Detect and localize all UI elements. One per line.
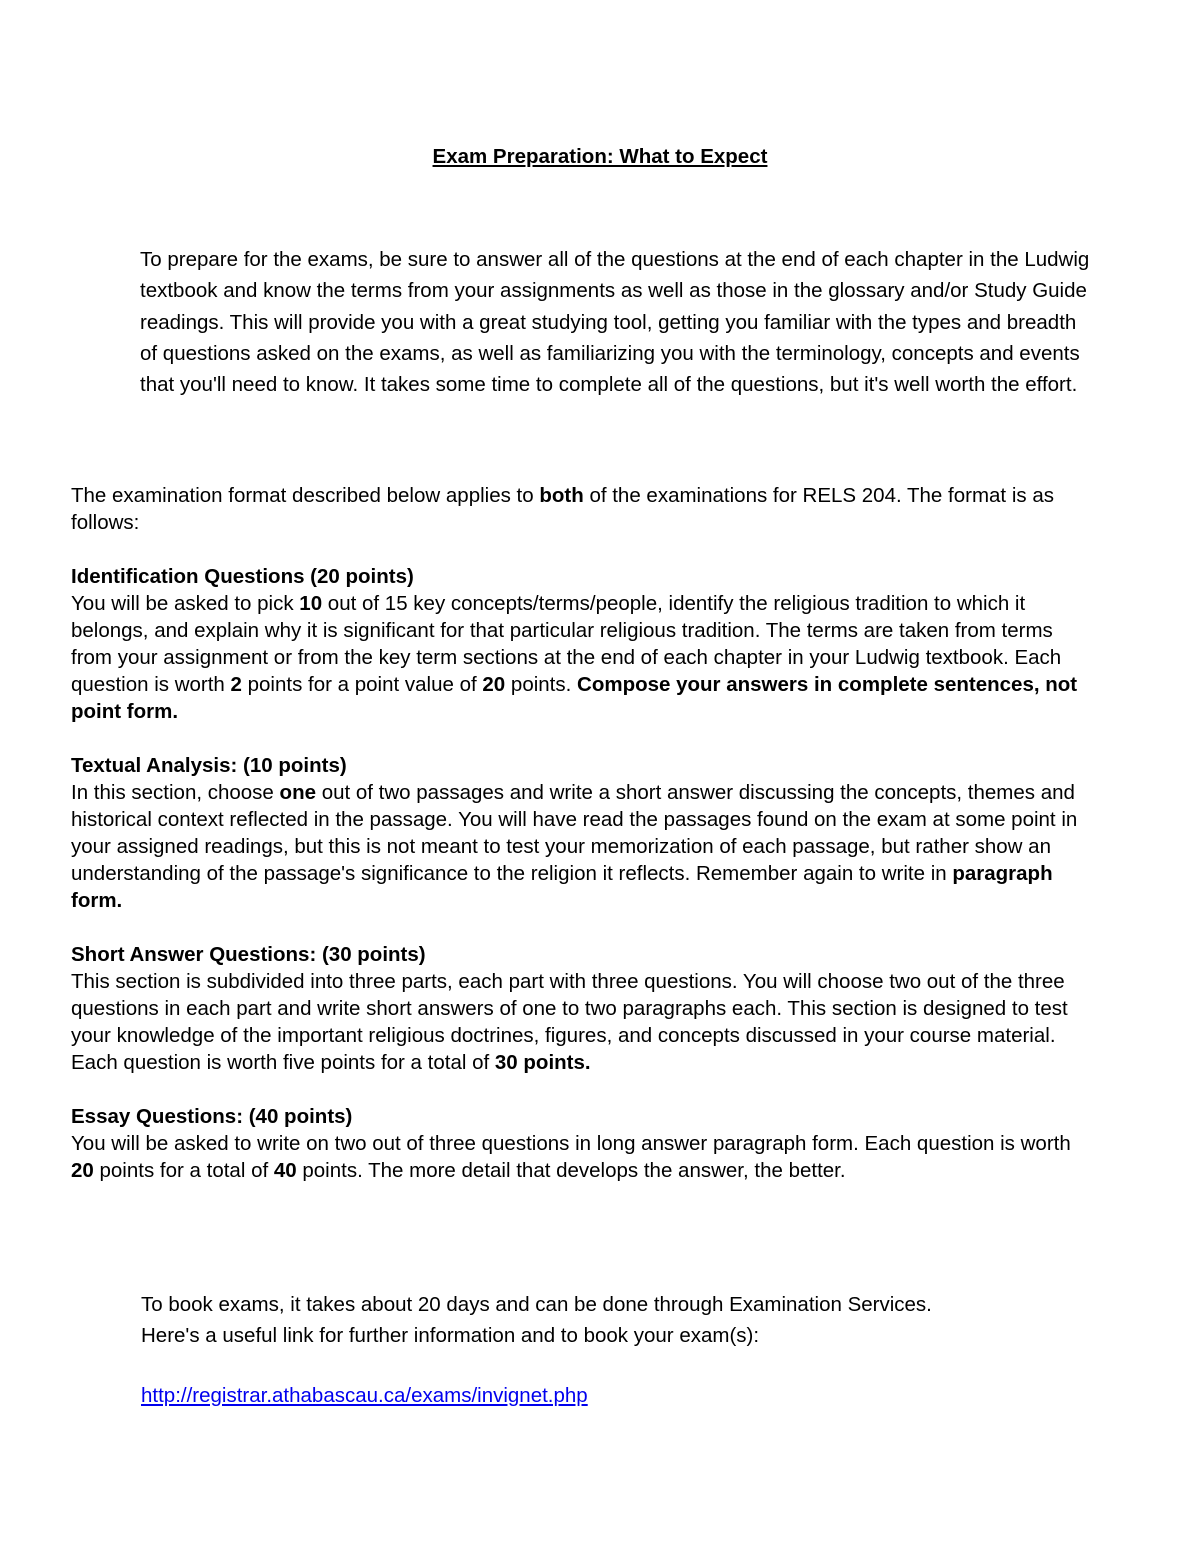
essay-section xyxy=(71,1103,1081,1184)
identification-heading: Identification Questions (20 points) xyxy=(71,565,414,588)
closing-section xyxy=(141,1289,1101,1411)
essay-heading: Essay Questions: (40 points) xyxy=(71,1105,353,1128)
exam-booking-link[interactable]: http://registrar.athabascau.ca/exams/invignet.php xyxy=(141,1383,588,1407)
short-answer-body: This section is subdivided into three parts, each part with three questions. You will choose two out of the three questions in each part and write short answers of one to two paragraphs each. This section is designed to test your knowledge of the important religious doctrines, figures, and concepts discussed in your course material. Each question is worth five points for a total of 30 points. xyxy=(71,970,1068,1074)
format-bold: both xyxy=(539,484,584,507)
short-answer-heading: Short Answer Questions: (30 points) xyxy=(71,943,426,966)
intro-paragraph xyxy=(140,244,1090,400)
intro-text: To prepare for the exams, be sure to answer all of the questions at the end of each chapter in the Ludwig textbook and know the terms from your assignments as well as those in the glossary and/or Study Guide readings. This will provide you with a great studying tool, getting you familiar with the types and breadth of questions asked on the exams, as well as familiarizing you with the terminology, concepts and events that you'll need to know. It takes some time to complete all of the questions, but it's well worth the effort. xyxy=(140,248,1090,397)
textual-analysis-heading: Textual Analysis: (10 points) xyxy=(71,754,347,777)
short-answer-section xyxy=(71,941,1081,1076)
format-text: The examination format described below applies to xyxy=(71,484,540,507)
essay-body: You will be asked to write on two out of three questions in long answer paragraph form. Each question is worth 20 points for a total of 40 points. The more detail that develops the answer, the better. xyxy=(71,1132,1071,1182)
booking-text: To book exams, it takes about 20 days and can be done through Examination Services. xyxy=(141,1293,932,1316)
link-intro-text: Here's a useful link for further information and to book your exam(s): xyxy=(141,1324,760,1348)
format-text-end: of the examinations for RELS 204. The format is as follows: xyxy=(71,484,1054,534)
textual-analysis-section xyxy=(71,752,1081,914)
page-title: Exam Preparation: What to Expect xyxy=(432,145,768,168)
exam-format-section xyxy=(71,482,1081,1184)
textual-analysis-body: In this section, choose one out of two passages and write a short answer discussing the concepts, themes and historical context reflected in the passage. You will have read the passages found on the exam at some point in your assigned readings, but this is not meant to test your memorization of each passage, but rather show an understanding of the passage's significance to the religion it reflects. Remember again to write in paragraph form. xyxy=(71,781,1078,912)
format-paragraph xyxy=(71,482,1081,536)
identification-section xyxy=(71,563,1081,725)
identification-body: You will be asked to pick 10 out of 15 key concepts/terms/people, identify the religious tradition to which it belongs, and explain why it is significant for that particular religious tradition. The terms are taken from terms from your assignment or from the key term sections at the end of each chapter in your Ludwig textbook. Each question is worth 2 points for a point value of 20 points. Compose your answers in complete sentences, not point form. xyxy=(71,592,1078,723)
